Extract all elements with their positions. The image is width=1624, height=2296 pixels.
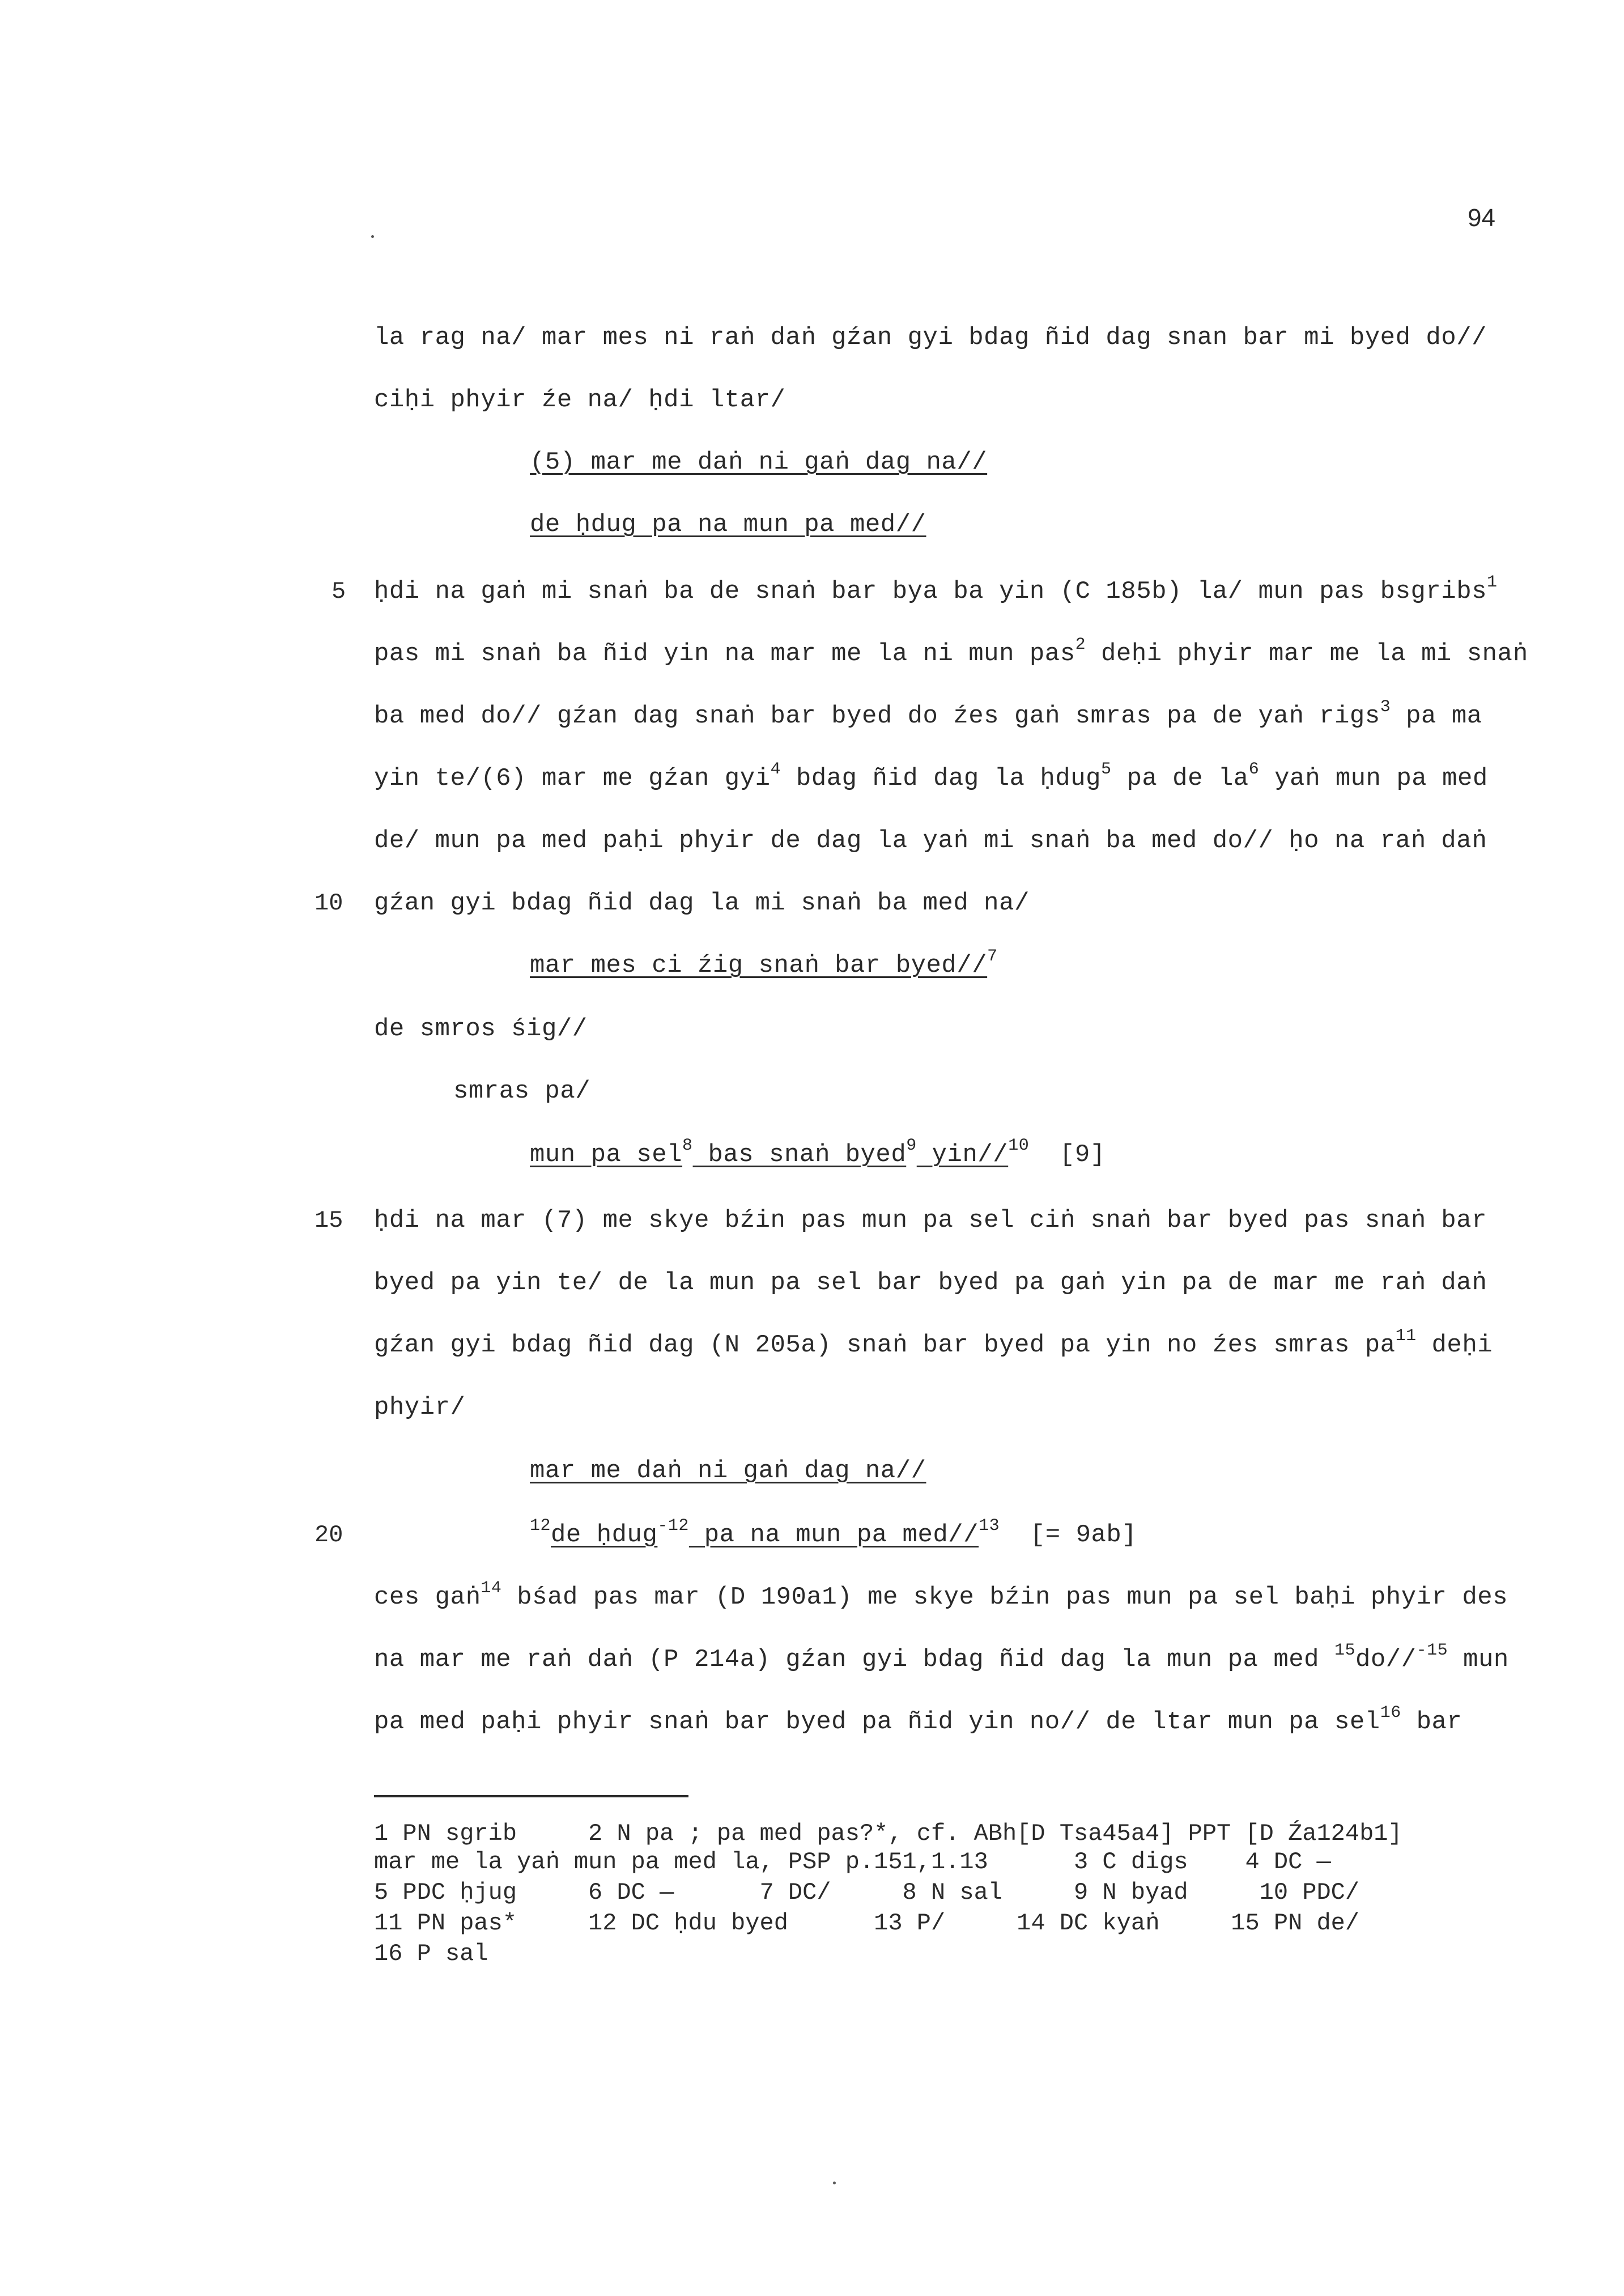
line-number-10: 10	[314, 890, 343, 917]
text-line: byed pa yin te/ de la mun pa sel bar byed pa gaṅ yin pa de mar me raṅ daṅ	[374, 1269, 1487, 1297]
text-line: phyir/	[374, 1393, 466, 1422]
line-number-20: 20	[314, 1521, 343, 1549]
footnote-rule	[374, 1795, 688, 1797]
text-line: la rag na/ mar mes ni raṅ daṅ gźan gyi bdag ñid dag snan bar mi byed do//	[374, 324, 1487, 352]
text-line: pa med paḥi phyir snaṅ bar byed pa ñid yin no// de ltar mun pa sel$^{16}$ bar	[374, 1703, 1463, 1736]
text-line: ba med do// gźan dag snaṅ bar byed do źes gaṅ smras pa de yaṅ rigs$^3$ pa ma	[374, 698, 1482, 730]
speck	[833, 2182, 836, 2184]
text-line: yin te/(6) mar me gźan gyi$^4$ bdag ñid dag la ḥdug$^5$ pa de $la^6$ yaṅ mun pa med	[374, 760, 1488, 793]
verse-line: de ḥdug pa na mun pa med//	[530, 511, 926, 539]
verse-line: (5) mar me daṅ ni gaṅ dag na//	[530, 448, 988, 477]
text-line: ḥdi na mar (7) me skye bźin pas mun pa sel ciṅ snaṅ bar byed pas snaṅ bar	[374, 1206, 1487, 1235]
footnote-line: 11 PN pas* 12 DC ḥdu byed 13 P/ 14 DC kyaṅ 15 PN de/	[374, 1910, 1360, 1937]
text-line: ḥdi na gaṅ mi snaṅ ba de snaṅ bar bya ba yin (C 185b) la/ mun pas bsgribs$^1$	[374, 573, 1498, 606]
verse-line: mar me daṅ ni gaṅ dag na//	[530, 1457, 926, 1485]
text-line: ces gaṅ$^{14}$ bśad pas mar (D 190a1) me skye bźin pas mun pa sel baḥi phyir des	[374, 1579, 1508, 1612]
text-line: de/ mun pa med paḥi phyir de dag la yaṅ mi snaṅ ba med do// ḥo na raṅ daṅ	[374, 827, 1487, 855]
verse-line: mar mes ci źig snaṅ bar byed//$^7$	[530, 947, 998, 980]
text-line: smras pa/	[453, 1077, 591, 1106]
speck	[371, 235, 374, 238]
verse-line: $^{12}$de ḥdug$^{-12}$ pa na mun pa med//$^{13}$ [= 9ab]	[530, 1516, 1137, 1549]
text-line: ciḥi phyir źe na/ ḥdi ltar/	[374, 386, 786, 414]
text-line: de smros śig//	[374, 1015, 588, 1043]
footnote-line: 1 PN sgrib 2 N pa ; pa med pas?*, cf. ABh[D Tsa45a4] PPT [D Źa124b1]	[374, 1820, 1402, 1847]
text-line: pas mi snaṅ ba ñid yin na mar me la ni mun pas$^2$ deḥi phyir mar me la mi snaṅ	[374, 635, 1528, 668]
line-number-5: 5	[331, 578, 346, 605]
footnote-line: 16 P sal	[374, 1940, 488, 1967]
line-number-15: 15	[314, 1207, 343, 1234]
footnote-line: 5 PDC ḥjug 6 DC — 7 DC/ 8 N sal 9 N byad 10 PDC/	[374, 1879, 1360, 1906]
footnote-line: mar me la yaṅ mun pa med la, PSP p.151,1.13 3 C digs 4 DC —	[374, 1848, 1331, 1876]
page-number: 94	[1468, 204, 1495, 232]
text-line: na mar me raṅ daṅ (P 214a) gźan gyi bdag ñid dag la mun pa med $^{15}$do//$^{-15}$ mun	[374, 1641, 1509, 1674]
text-line: gźan gyi bdag ñid dag (N 205a) snaṅ bar byed pa yin no źes smras $pa^{11}$ deḥi	[374, 1326, 1493, 1359]
verse-line: mun pa sel$^8$ bas snaṅ byed$^9$ yin//$^{10}$ [9]	[530, 1136, 1106, 1169]
text-line: gźan gyi bdag ñid dag la mi snaṅ ba med na/	[374, 889, 1030, 917]
